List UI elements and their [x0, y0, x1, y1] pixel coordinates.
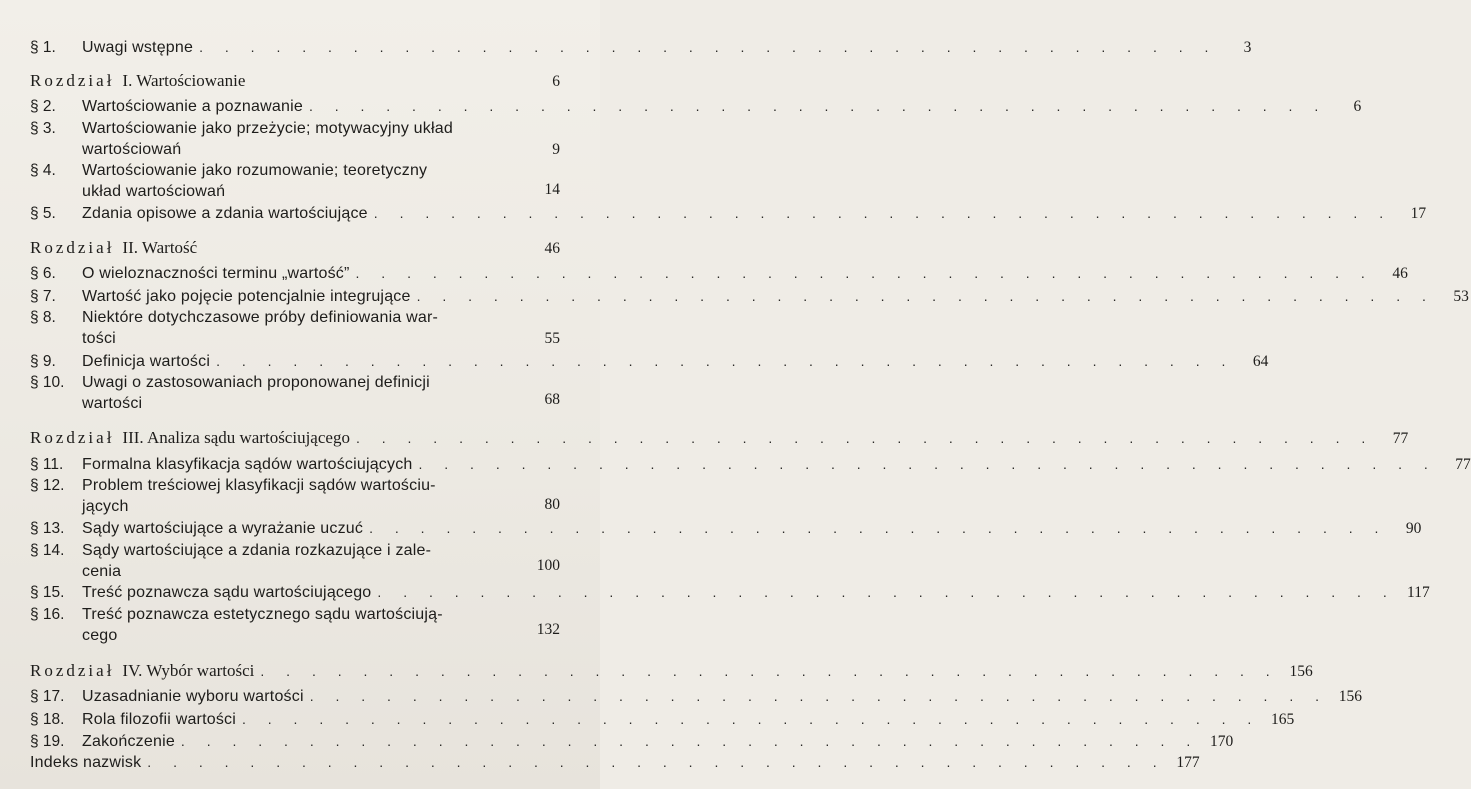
section-number: § 19. — [30, 733, 65, 750]
page-number: 9 — [552, 141, 560, 158]
toc-entry — [30, 581, 1430, 604]
section-title-continuation: cego — [82, 627, 118, 644]
section-title: Zakończenie — [82, 733, 175, 750]
section-title: Wartościowanie a poznawanie — [82, 98, 303, 115]
section-title: Rola filozofii wartości — [82, 711, 236, 728]
section-number: § 14. — [30, 542, 65, 559]
page-number: 177 — [1176, 754, 1200, 771]
toc-entry — [30, 307, 560, 329]
page-number: 6 — [552, 73, 560, 90]
chapter-word: Rozdział — [30, 238, 115, 257]
toc-entry — [30, 372, 560, 394]
toc-entry — [30, 708, 1295, 731]
section-title: Niektóre dotychczasowe próby definiowania war- — [82, 309, 439, 326]
section-title: Uwagi o zastosowaniach proponowanej definicji — [82, 374, 430, 391]
section-title: Treść poznawcza estetycznego sądu wartościują- — [82, 606, 443, 623]
toc-entry-continuation — [30, 625, 560, 647]
toc-entry — [30, 262, 1408, 285]
chapter-title: II. Wartość — [122, 238, 198, 257]
section-title: Uzasadnianie wyboru wartości — [82, 688, 304, 705]
toc-entry — [30, 202, 1427, 225]
section-number: § 13. — [30, 520, 65, 537]
dot-leader: . . . . . . . . . . . . . . . . . . . . . . . . . . . . . . . . . . . . . . . . — [418, 456, 1437, 472]
section-title-continuation: jących — [82, 498, 129, 515]
section-title-continuation: wartości — [82, 395, 143, 412]
page-number: 17 — [1410, 205, 1427, 222]
toc-entry — [30, 118, 560, 140]
dot-leader: . . . . . . . . . . . . . . . . . . . . . . . . . . . . . . . . . . . . . . . . — [260, 663, 1279, 679]
section-title: Problem treściowej klasyfikacji sądów wartościu- — [82, 477, 436, 494]
chapter-heading — [30, 70, 560, 93]
dot-leader: . . . . . . . . . . . . . . . . . . . . . . . . . . . . . . . . . . . . . . . . — [309, 688, 1328, 704]
section-title: Wartościowanie jako przeżycie; motywacyjny układ — [82, 120, 453, 137]
toc-entry-continuation — [30, 561, 560, 583]
section-number: § 10. — [30, 374, 65, 391]
toc-entry — [30, 95, 1362, 118]
toc-entry-index — [30, 751, 1200, 774]
section-number: § 2. — [30, 98, 56, 115]
dot-leader: . . . . . . . . . . . . . . . . . . . . . . . . . . . . . . . . . . . . . . . . — [416, 288, 1435, 304]
chapter-title: III. Analiza sądu wartościującego — [122, 428, 350, 447]
page-number: 3 — [1243, 39, 1252, 56]
toc-entry — [30, 350, 1269, 373]
section-title-continuation: układ wartościowań — [82, 183, 226, 200]
page-number: 156 — [1338, 688, 1362, 705]
section-title: Treść poznawcza sądu wartościującego — [82, 584, 372, 601]
section-number: § 9. — [30, 353, 56, 370]
dot-leader: . . . . . . . . . . . . . . . . . . . . . . . . . . . . . . . . . . . . . . . . — [147, 754, 1166, 770]
page-number: 14 — [544, 181, 560, 198]
page-number: 170 — [1209, 733, 1234, 750]
toc-entry-continuation — [30, 328, 560, 350]
section-number: § 11. — [30, 456, 64, 473]
chapter-title: I. Wartościowanie — [122, 71, 246, 90]
page-number: 53 — [1453, 288, 1469, 305]
section-title: Definicja wartości — [82, 353, 211, 370]
section-number: § 18. — [30, 711, 65, 728]
section-number: § 16. — [30, 606, 65, 623]
index-title: Indeks nazwisk — [30, 754, 142, 771]
dot-leader: . . . . . . . . . . . . . . . . . . . . . . . . . . . . . . . . . . . . . . . . — [180, 733, 1200, 749]
toc-entry-continuation — [30, 393, 560, 415]
toc-entry-continuation — [30, 139, 560, 161]
page-number: 100 — [536, 557, 560, 574]
section-number: § 6. — [30, 265, 56, 282]
chapter-word: Rozdział — [30, 661, 115, 680]
chapter-title: IV. Wybór wartości — [122, 661, 255, 680]
page-number: 117 — [1407, 584, 1430, 601]
toc-entry — [30, 730, 1234, 753]
toc-entry — [30, 540, 560, 562]
section-number: § 12. — [30, 477, 65, 494]
toc-entry — [30, 160, 560, 182]
toc-entry — [30, 453, 1471, 476]
toc-entry — [30, 285, 1469, 308]
chapter-heading — [30, 660, 1313, 683]
chapter-word: Rozdział — [30, 71, 115, 90]
dot-leader: . . . . . . . . . . . . . . . . . . . . . . . . . . . . . . . . . . . . . . . . — [199, 39, 1218, 55]
page-number: 6 — [1353, 98, 1362, 115]
dot-leader: . . . . . . . . . . . . . . . . . . . . . . . . . . . . . . . . . . . . . . . . — [355, 430, 1375, 446]
chapter-heading — [30, 237, 560, 260]
dot-leader: . . . . . . . . . . . . . . . . . . . . . . . . . . . . . . . . . . . . . . . . — [216, 353, 1235, 369]
page-number: 68 — [544, 391, 560, 408]
page-number: 80 — [544, 496, 560, 513]
toc-entry — [30, 604, 560, 626]
section-title: O wieloznaczności terminu „wartość” — [82, 265, 350, 282]
section-title-continuation: cenia — [82, 563, 122, 580]
section-number: § 3. — [30, 120, 56, 137]
toc-entry — [30, 685, 1362, 708]
chapter-word: Rozdział — [30, 428, 115, 447]
dot-leader: . . . . . . . . . . . . . . . . . . . . . . . . . . . . . . . . . . . . . . . . — [373, 205, 1393, 221]
toc-entry — [30, 36, 1252, 59]
section-title: Sądy wartościujące a zdania rozkazujące i zale- — [82, 542, 432, 559]
dot-leader: . . . . . . . . . . . . . . . . . . . . . . . . . . . . . . . . . . . . . . . . — [355, 265, 1374, 281]
section-number: § 7. — [30, 288, 56, 305]
section-title: Wartościowanie jako rozumowanie; teoretyczny — [82, 162, 428, 179]
section-number: § 15. — [30, 584, 65, 601]
page-number: 156 — [1289, 663, 1313, 680]
toc-entry-continuation — [30, 181, 560, 203]
section-title: Formalna klasyfikacja sądów wartościujących — [82, 456, 413, 473]
section-title: Uwagi wstępne — [82, 39, 194, 56]
dot-leader: . . . . . . . . . . . . . . . . . . . . . . . . . . . . . . . . . . . . . . . . — [308, 98, 1328, 114]
section-title-continuation: wartościowań — [82, 141, 182, 158]
dot-leader: . . . . . . . . . . . . . . . . . . . . . . . . . . . . . . . . . . . . . . . . — [369, 520, 1388, 536]
dot-leader: . . . . . . . . . . . . . . . . . . . . . . . . . . . . . . . . . . . . . . . . — [377, 584, 1396, 600]
toc-entry — [30, 517, 1422, 540]
section-number: § 1. — [30, 39, 56, 56]
section-number: § 8. — [30, 309, 56, 326]
page-number: 77 — [1455, 456, 1471, 473]
page-number: 132 — [536, 621, 560, 638]
section-number: § 4. — [30, 162, 56, 179]
section-title-continuation: tości — [82, 330, 116, 347]
page-number: 77 — [1392, 430, 1409, 447]
page-number: 165 — [1271, 711, 1295, 728]
page-number: 55 — [544, 330, 560, 347]
page-number: 46 — [544, 240, 560, 257]
section-title: Zdania opisowe a zdania wartościujące — [82, 205, 368, 222]
page-number: 64 — [1252, 353, 1269, 370]
toc-entry — [30, 475, 560, 497]
toc-entry-continuation — [30, 496, 560, 518]
section-number: § 5. — [30, 205, 56, 222]
section-title: Wartość jako pojęcie potencjalnie integrujące — [82, 288, 411, 305]
dot-leader: . . . . . . . . . . . . . . . . . . . . . . . . . . . . . . . . . . . . . . . . — [241, 711, 1261, 727]
page-number: 90 — [1405, 520, 1422, 537]
section-number: § 17. — [30, 688, 65, 705]
section-title: Sądy wartościujące a wyrażanie uczuć — [82, 520, 364, 537]
page-number: 46 — [1392, 265, 1408, 282]
chapter-heading — [30, 427, 1409, 450]
